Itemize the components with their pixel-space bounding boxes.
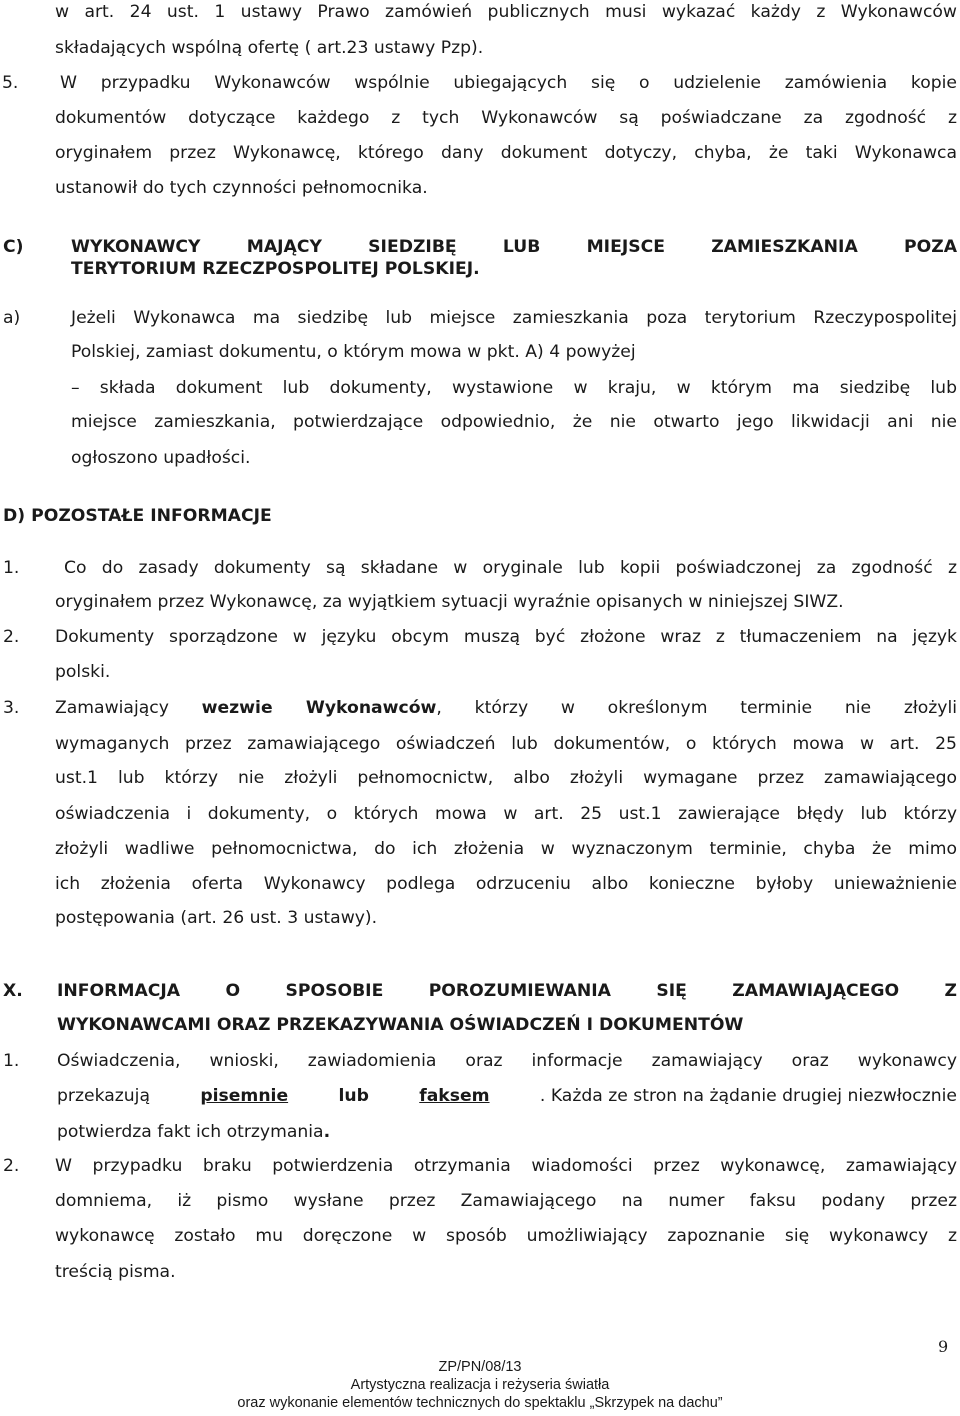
emphasis-faksem: faksem bbox=[419, 1086, 490, 1106]
paragraph-line: złożyli wadliwe pełnomocnictwa, do ich złożenia w wyznaczonym terminie, chyba że mimo bbox=[55, 839, 957, 859]
list-number: 2. bbox=[3, 627, 20, 647]
paragraph-line: Co do zasady dokumenty są składane w oryginale lub kopii poświadczonej za zgodność z bbox=[64, 558, 957, 578]
list-number: 5. bbox=[2, 73, 19, 93]
paragraph-line: dokumentów dotyczące każdego z tych Wykonawców są poświadczane za zgodność z bbox=[55, 108, 957, 128]
footer-reference: ZP/PN/08/13 bbox=[438, 1359, 522, 1375]
paragraph-line: potwierdza fakt ich otrzymania. bbox=[57, 1122, 331, 1142]
paragraph-line: ustanowił do tych czynności pełnomocnika. bbox=[55, 178, 428, 198]
paragraph-line: W przypadku braku potwierdzenia otrzymania wiadomości przez wykonawcę, zamawiający bbox=[55, 1156, 957, 1176]
footer-title-line: Artystyczna realizacja i reżyseria światła bbox=[350, 1377, 610, 1393]
paragraph-line: Polskiej, zamiast dokumentu, o którym mowa w pkt. A) 4 powyżej bbox=[71, 342, 636, 362]
paragraph-line: oryginałem przez Wykonawcę, za wyjątkiem sytuacji wyraźnie opisanych w niniejszej SIWZ. bbox=[55, 592, 844, 612]
paragraph-line: ust.1 lub którzy nie złożyli pełnomocnictw, albo złożyli wymagane przez zamawiającego bbox=[55, 768, 957, 788]
emphasis-pisemnie: pisemnie bbox=[200, 1086, 289, 1106]
paragraph-line: składających wspólną ofertę ( art.23 ustawy Pzp). bbox=[55, 38, 484, 58]
section-heading: TERYTORIUM RZECZPOSPOLITEJ POLSKIEJ. bbox=[71, 259, 480, 279]
paragraph-line: Oświadczenia, wnioski, zawiadomienia oraz informacje zamawiający oraz wykonawcy bbox=[57, 1051, 957, 1071]
paragraph-line: przekazują pisemnie lub faksem . Każda ze stron na żądanie drugiej niezwłocznie bbox=[57, 1086, 957, 1106]
paragraph-line: oryginałem przez Wykonawcę, którego dany dokument dotyczy, chyba, że taki Wykonawca bbox=[55, 143, 957, 163]
section-heading: D) POZOSTAŁE INFORMACJE bbox=[3, 506, 272, 526]
paragraph-line: ich złożenia oferta Wykonawcy podlega odrzuceniu albo konieczne byłoby unieważnienie bbox=[55, 874, 957, 894]
paragraph-line: oświadczenia i dokumenty, o których mowa w art. 25 ust.1 zawierające błędy lub którzy bbox=[55, 804, 957, 824]
paragraph-line: treścią pisma. bbox=[55, 1262, 176, 1282]
section-heading: WYKONAWCAMI ORAZ PRZEKAZYWANIA OŚWIADCZEŃ I DOKUMENTÓW bbox=[57, 1015, 744, 1035]
paragraph-line: postępowania (art. 26 ust. 3 ustawy). bbox=[55, 908, 378, 928]
section-heading: WYKONAWCY MAJĄCY SIEDZIBĘ LUB MIEJSCE ZAMIESZKANIA POZA bbox=[71, 237, 957, 257]
list-number: 3. bbox=[3, 698, 20, 718]
section-number: X. bbox=[3, 981, 23, 1001]
emphasis-text: wezwie Wykonawców bbox=[201, 698, 437, 718]
list-number: 1. bbox=[3, 1051, 20, 1071]
section-heading: INFORMACJA O SPOSOBIE POROZUMIEWANIA SIĘ ZAMAWIAJĄCEGO Z bbox=[57, 981, 957, 1001]
paragraph-line: Zamawiający wezwie Wykonawców, którzy w określonym terminie nie złożyli bbox=[55, 698, 957, 718]
paragraph-line: ogłoszono upadłości. bbox=[71, 448, 251, 468]
paragraph-line: – składa dokument lub dokumenty, wystawione w kraju, w którym ma siedzibę lub bbox=[71, 378, 957, 398]
section-letter: C) bbox=[3, 237, 24, 257]
paragraph-line: wykonawcę zostało mu doręczone w sposób umożliwiający zapoznanie się wykonawcy z bbox=[55, 1226, 957, 1246]
page-number: 9 bbox=[938, 1337, 949, 1356]
footer-title-line: oraz wykonanie elementów technicznych do spektaklu „Skrzypek na dachu” bbox=[237, 1395, 723, 1411]
paragraph-line: miejsce zamieszkania, potwierdzające odpowiednio, że nie otwarto jego likwidacji ani nie bbox=[71, 412, 957, 432]
paragraph-line: domniema, iż pismo wysłane przez Zamawiającego na numer faksu podany przez bbox=[55, 1191, 957, 1211]
paragraph-line: Jeżeli Wykonawca ma siedzibę lub miejsce zamieszkania poza terytorium Rzeczypospolitej bbox=[71, 308, 957, 328]
paragraph-line: W przypadku Wykonawców wspólnie ubiegających się o udzielenie zamówienia kopie bbox=[60, 73, 957, 93]
paragraph-line: polski. bbox=[55, 662, 111, 682]
paragraph-line: w art. 24 ust. 1 ustawy Prawo zamówień publicznych musi wykazać każdy z Wykonawców bbox=[55, 2, 957, 22]
paragraph-line: Dokumenty sporządzone w języku obcym muszą być złożone wraz z tłumaczeniem na język bbox=[55, 627, 957, 647]
list-letter: a) bbox=[3, 308, 21, 328]
list-number: 1. bbox=[3, 558, 20, 578]
list-number: 2. bbox=[3, 1156, 20, 1176]
paragraph-line: wymaganych przez zamawiającego oświadczeń lub dokumentów, o których mowa w art. 25 bbox=[55, 734, 957, 754]
